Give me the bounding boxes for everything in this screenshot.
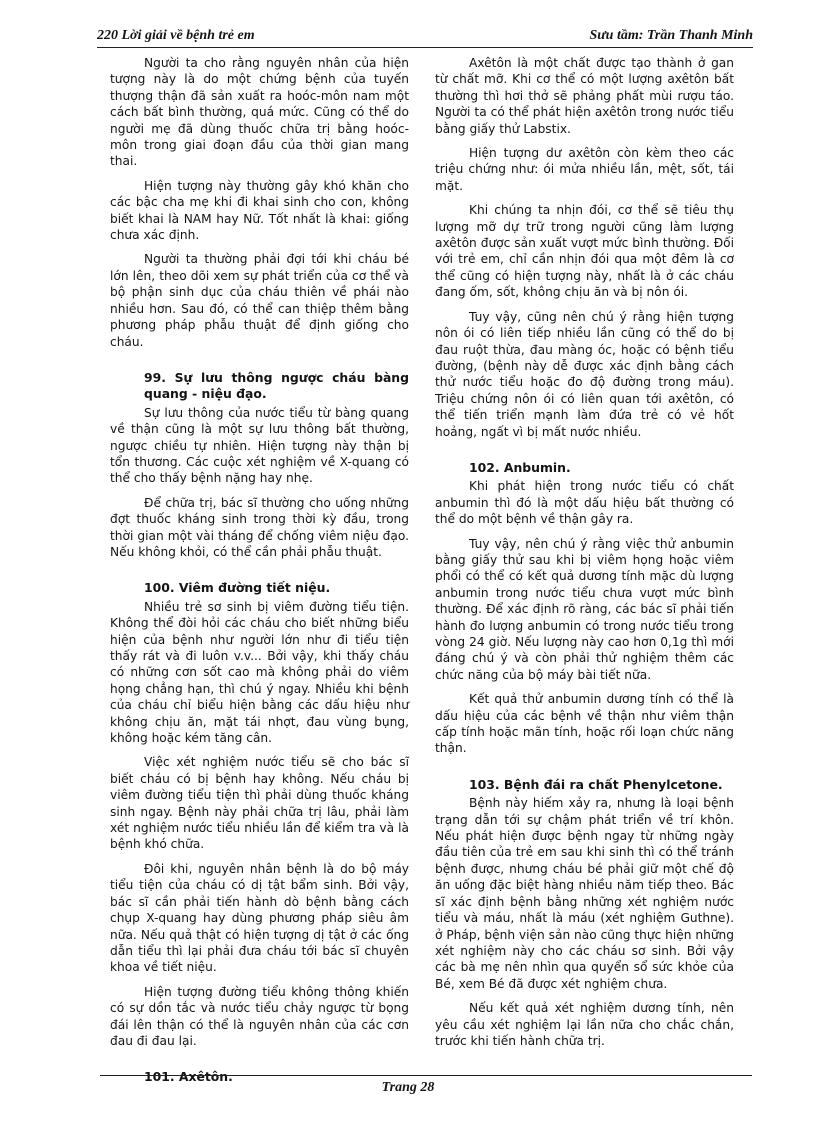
- footer-divider: [100, 1075, 752, 1076]
- section-heading-103: 103. Bệnh đái ra chất Phenylcetone.: [469, 776, 723, 792]
- paragraph: Nhiều trẻ sơ sinh bị viêm đường tiểu tiện. Không thể đòi hỏi các cháu cho biết những biểu hiện của bệnh như người lớn như đi tiểu tiện thấy rát và đi luôn v.v... Bởi vậy, khi thấy cháu có những cơn sốt cao mà không phải do viêm họng chẳng hạn, thì chú ý ngay. Nhiều khi bệnh của cháu chỉ biểu hiện bằng các dấu hiệu như không chịu ăn, mặt tái nhợt, đau vùng bụng, không hoặc kém tăng cân.: [110, 599, 409, 746]
- left-column: [110, 55, 409, 1088]
- paragraph: Khi chúng ta nhịn đói, cơ thể sẽ tiêu thụ lượng mỡ dự trữ trong người cũng làm lượng axêtôn được sản xuất vượt mức bình thường. Đối với trẻ em, chỉ cần nhịn đói qua một đêm là cơ thể cũng có hiện tượng này, nhất là ở các cháu đang ốm, sốt, không chịu ăn và bị nôn ói.: [435, 203, 734, 300]
- section-heading-101: 101. Axêtôn.: [144, 1069, 233, 1085]
- paragraph: Tuy vậy, nên chú ý rằng việc thử anbumin bằng giấy thử sau khi bị viêm họng hoặc viêm phổi có thể có kết quả dương tính mặc dù lượng anbumin trong nước tiểu chưa vượt mức bình thường. Để xác định rõ ràng, các bác sĩ phải tiến hành đo lượng anbumin có trong nước tiểu trong vòng 24 giờ. Nếu lượng này cao hơn 0,1g thì mới đáng chú ý và còn phải thử nghiệm thêm các chức năng của bộ máy bài tiết nữa.: [435, 536, 734, 682]
- page-header: [97, 26, 753, 48]
- paragraph: Axêtôn là một chất được tạo thành ở gan từ chất mỡ. Khi cơ thể có một lượng axêtôn bất thường thì hơi thở sẽ phảng phất mùi rượu táo. Người ta có thể phát hiện axêtôn trong nước tiểu bằng giấy thử Labstix.: [435, 56, 734, 136]
- compiler-credit: Sưu tầm: Trần Thanh Minh: [589, 28, 753, 43]
- paragraph: Việc xét nghiệm nước tiểu sẽ cho bác sĩ biết cháu có bị bệnh hay không. Nếu cháu bị viêm đường tiểu tiện thì phải dùng thuốc kháng sinh ngay. Bệnh này phải chữa trị lâu, phải làm xét nghiệm nước tiểu nhiều lần để kiểm tra và là bệnh khó chữa.: [110, 755, 409, 852]
- paragraph: Bệnh này hiếm xảy ra, nhưng là loại bệnh trạng dẫn tới sự chậm phát triển về trí khôn. Nếu phát hiện được bệnh ngay từ những ngày đầu tiên của trẻ em sau khi sinh thì có thể tránh bệnh được, nhưng cháu bé phải giữ một chế độ ăn uống đặc biệt hàng nhiều năm tiếp theo. Bác sĩ xác định bệnh bằng những xét nghiệm nước tiểu và máu, nhất là máu (xét nghiệm Guthne). ở Pháp, bệnh viện sản nào cũng thực hiện những xét nghiệm này cho các cháu sơ sinh. Bởi vậy các bà mẹ nên nhìn qua quyển sổ sức khỏe của Bé, xem Bé đã được xét nghiệm chưa.: [435, 796, 734, 991]
- paragraph: Nếu kết quả xét nghiệm dương tính, nên yêu cầu xét nghiệm lại lần nữa cho chắc chắn, trước khi tiến hành chữa trị.: [435, 1001, 734, 1048]
- section-heading-102: 102. Anbumin.: [469, 459, 571, 475]
- paragraph: Người ta cho rằng nguyên nhân của hiện tượng này là do một chứng bệnh của tuyến thượng thận đã sản xuất ra hoóc-môn nam một cách bất bình thường, quá mức. Cũng có thể do người mẹ đã dùng thuốc chữa trị bằng hoóc-môn trong giai đoạn đầu của thời gian mang thai.: [110, 56, 409, 169]
- paragraph: Kết quả thử anbumin dương tính có thể là dấu hiệu của các bệnh về thận như viêm thận cấp tính hoặc mãn tính, hoặc rối loạn chức năng thận.: [435, 692, 734, 756]
- paragraph: Để chữa trị, bác sĩ thường cho uống những đợt thuốc kháng sinh trong thời kỳ đầu, trong thời gian một vài tháng để chống viêm niệu đạo. Nếu không khỏi, có thể cần phải phẫu thuật.: [110, 495, 409, 559]
- page-number: Trang 28: [381, 1080, 435, 1095]
- paragraph: Tuy vậy, cũng nên chú ý rằng hiện tượng nôn ói có liên tiếp nhiều lần cũng có thể do bị đau ruột thừa, đau màng óc, hoặc có bệnh tiểu đường, (bệnh này dễ được xác định bằng cách thử nước tiểu hoặc đo độ đường trong máu). Triệu chứng nôn ói có liên quan tới axêtôn, có thể tiến triển mạnh làm đứa trẻ có vẻ hốt hoảng, ngất vì bị mất nước nhiều.: [435, 309, 734, 439]
- paragraph: Sự lưu thông của nước tiểu từ bàng quang về thận cũng là một sự lưu thông bất thường, ngược chiều tự nhiên. Hiện tượng này thận bị tổn thương. Các cuộc xét nghiệm về X-quang có thể cho thấy bệnh nặng hay nhẹ.: [110, 405, 409, 486]
- section-heading-100: 100. Viêm đường tiết niệu.: [144, 580, 331, 596]
- paragraph: Hiện tượng đường tiểu không thông khiến có sự dồn tắc và nước tiểu chảy ngược từ bọng đái lên thận có thể là nguyên nhân của các cơn đau đi đau lại.: [110, 984, 409, 1048]
- paragraph: Hiện tượng này thường gây khó khăn cho các bậc cha mẹ khi đi khai sinh cho con, không biết khai là NAM hay Nữ. Tốt nhất là khai: giống chưa xác định.: [110, 178, 409, 243]
- paragraph: Hiện tượng dư axêtôn còn kèm theo các triệu chứng như: ói mửa nhiều lần, mệt, sốt, tái mặt.: [435, 146, 734, 193]
- paragraph: Đôi khi, nguyên nhân bệnh là do bộ máy tiểu tiện của cháu có dị tật bẩm sinh. Bởi vậy, bác sĩ cần phải tiến hành dò bệnh bằng cách chụp X-quang hay dùng phương pháp siêu âm nữa. Nếu quả thật có hiện tượng dị tật ở các ống dẫn tiểu thì lại phải đưa cháu tới bác sĩ chuyên khoa về tiết niệu.: [110, 861, 409, 975]
- header-divider: [97, 47, 753, 48]
- book-title: 220 Lời giải về bệnh trẻ em: [97, 28, 255, 43]
- paragraph: Người ta thường phải đợi tới khi cháu bé lớn lên, theo dõi xem sự phát triển của cơ thể và bộ phận sinh dục của cháu thiên về phái nào nhiều hơn. Sau đó, có thể can thiệp thêm bằng phương pháp phẫu thuật để định giống cho cháu.: [110, 252, 409, 349]
- paragraph: Khi phát hiện trong nước tiểu có chất anbumin thì đó là một dấu hiệu bất thường có thể do một bệnh về thận gây ra.: [435, 479, 734, 527]
- right-column: [435, 55, 734, 1057]
- section-heading-99: 99. Sự lưu thông ngược cháu bàng quang - niệu đạo.: [144, 369, 409, 402]
